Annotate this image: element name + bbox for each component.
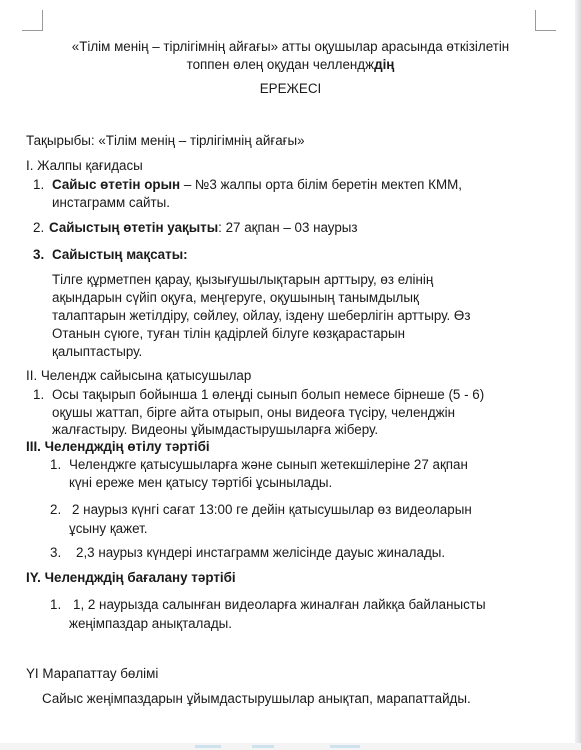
title-line-2-text: топпен өлең оқудан челлендж: [186, 57, 375, 72]
section-1-item-2-label: Сайыстың өтетін уақыты: [49, 220, 219, 235]
section-4-item-1-line-1: 1, 2 наурызда салынған видеоларға жиналған лайкқа байланысты: [73, 597, 486, 612]
section-3-item-3-text: 2,3 наурыз күндері инстаграмм желісінде дауыс жиналады.: [76, 545, 446, 560]
topic-line: [26, 132, 305, 150]
page-corner-mark-right: [535, 10, 556, 31]
section-1-goal-line-3: талаптарын жетілдіру, сөйлеу, ойлау, іздену шеберлігін арттыру. Өз: [52, 308, 471, 323]
section-4-item-1-number: 1.: [50, 597, 62, 612]
bottom-strip-mark-1: [195, 745, 221, 748]
section-1-goal-line-4: Отанын сүюге, туған тілін қадірлей білуге көзқарастарын: [52, 326, 406, 341]
bottom-strip-mark-2: [252, 745, 274, 748]
document-title-line-2: [0, 56, 581, 74]
section-1-goal-line-2: ақындарын сүйіп оқуға, меңгеруге, оқушының танымдылық: [52, 290, 419, 305]
bottom-toolbar-strip: [0, 743, 581, 750]
section-1-goal-line-1: Тілге құрметпен қарау, қызығушылықтарын арттыру, өз елінің: [52, 272, 434, 287]
section-6-heading: YI Марапаттау бөлімі: [26, 666, 159, 681]
section-2-heading: II. Челендж сайысына қатысушылар: [26, 368, 252, 383]
section-2-item-1-number: 1.: [33, 387, 45, 402]
section-4-heading-suffix: ің бағалану тәртібі: [111, 570, 236, 585]
section-1-item-3-number: 3.: [33, 247, 45, 262]
section-4-heading: [26, 569, 236, 587]
section-3-item-2-line-2: ұсыну қажет.: [69, 521, 148, 536]
title-line-2-bold-suffix: дің: [374, 57, 395, 72]
section-3-heading-text: III. Челенджд: [26, 439, 112, 454]
topic-value: «Тілім менің – тірлігімнің айғағы»: [94, 133, 305, 148]
document-title-line-1: «Тілім менің – тірлігімнің айғағы» атты оқушылар арасында өткізілетін: [71, 39, 510, 54]
section-6-text: Сайыс жеңімпаздарын ұйымдастырушылар анықтап, марапаттайды.: [42, 691, 471, 706]
page-corner-mark-left: [22, 10, 43, 31]
section-3-item-2-number: 2.: [50, 502, 62, 517]
section-3-heading: [26, 438, 210, 456]
section-1-heading: I. Жалпы қағидасы: [26, 158, 143, 173]
section-4-heading-text: IY. Челенджд: [26, 570, 112, 585]
section-1-item-3-label: Сайыстың мақсаты:: [52, 247, 188, 262]
section-3-item-1-number: 1.: [50, 457, 62, 472]
bottom-strip-mark-3: [330, 745, 360, 748]
section-3-item-3-number: 3.: [50, 545, 62, 560]
section-1-item-2-text: : 27 ақпан – 03 наурыз: [218, 220, 358, 235]
section-3-heading-suffix: ің өтілу тәртібі: [111, 439, 210, 454]
section-3-item-1-line-1: Челенджге қатысушыларға және сынып жетекшілеріне 27 ақпан: [69, 457, 468, 472]
section-1-item-1-number: 1.: [33, 177, 45, 192]
section-1-item-1-label: Сайыс өтетін орын: [52, 177, 181, 192]
section-2-item-1-line-3: жалғастыру. Видеоны ұйымдастырушыларға жіберу.: [52, 422, 379, 437]
section-2-item-1-line-1: Осы тақырып бойынша 1 өлеңді сынып болып немесе бірнеше (5 - 6): [52, 387, 485, 402]
section-4-item-1-line-2: жеңімпаздар анықталады.: [69, 616, 232, 631]
section-1-item-1: [52, 176, 462, 194]
section-1-item-2-number: 2.: [33, 220, 45, 235]
page-edge: [575, 0, 581, 750]
section-1-item-1-text: – №3 жалпы орта білім беретін мектеп КММ,: [180, 177, 462, 192]
section-1-goal-line-5: қалыптастыру.: [52, 344, 143, 359]
section-3-item-2-line-1: 2 наурыз күнгі сағат 13:00 ге дейін қатысушылар өз видеоларын: [72, 502, 472, 517]
section-3-item-1-line-2: күні ереже мен қатысу тәртібі ұсынылады.: [69, 475, 333, 490]
document-subtitle: ЕРЕЖЕСІ: [259, 81, 322, 96]
topic-label: Тақырыбы:: [26, 133, 95, 148]
section-2-item-1-line-2: оқушы жаттап, бірге айта отырып, оны видеоға түсіру, челенджін: [52, 405, 455, 420]
section-1-item-2: [49, 219, 358, 237]
section-1-item-1-text-continued: инстаграмм сайты.: [52, 195, 171, 210]
